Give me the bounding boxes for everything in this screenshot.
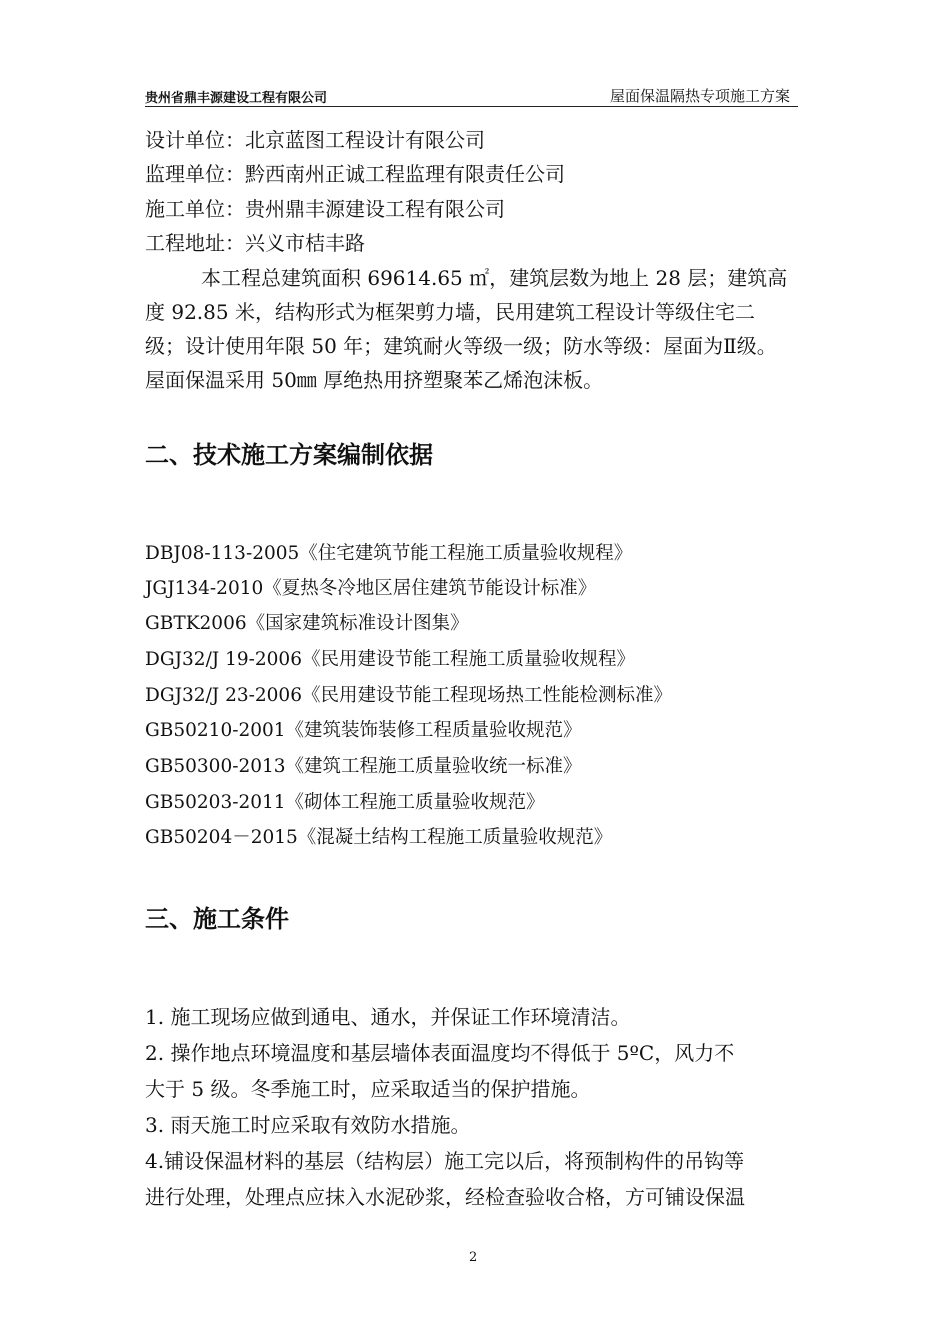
condition-line: 4.铺设保温材料的基层（结构层）施工完以后，将预制构件的吊钩等 [145,1149,745,1173]
page-number: 2 [469,1250,478,1265]
condition-line: 3. 雨天施工时应采取有效防水措施。 [145,1113,471,1137]
standard-item: DGJ32/J 19-2006《民用建设节能工程施工质量验收规程》 [145,649,635,670]
overview-line: 级；设计使用年限 50 年；建筑耐火等级一级；防水等级：屋面为Ⅱ级。 [145,334,777,358]
standard-item: GB50204－2015《混凝土结构工程施工质量验收规范》 [145,827,613,848]
condition-line: 大于 5 级。冬季施工时，应采取适当的保护措施。 [145,1077,591,1101]
condition-line: 进行处理，处理点应抹入水泥砂浆，经检查验收合格，方可铺设保温 [145,1185,745,1209]
info-design-unit: 设计单位：北京蓝图工程设计有限公司 [145,128,485,152]
standard-item: DGJ32/J 23-2006《民用建设节能工程现场热工性能检测标准》 [145,685,672,706]
condition-line: 2. 操作地点环境温度和基层墙体表面温度均不得低于 5ºC，风力不 [145,1041,735,1065]
standard-item: JGJ134-2010《夏热冬冷地区居住建筑节能设计标准》 [145,578,597,599]
info-supervision-unit: 监理单位：黔西南州正诚工程监理有限责任公司 [145,162,565,186]
standard-item: GB50203-2011《砌体工程施工质量验收规范》 [145,792,545,813]
standard-item: GB50210-2001《建筑装饰装修工程质量验收规范》 [145,720,582,741]
header-doc-title: 屋面保温隔热专项施工方案 [609,87,790,105]
overview-line: 度 92.85 米，结构形式为框架剪力墙，民用建筑工程设计等级住宅二 [145,300,755,324]
condition-line: 1. 施工现场应做到通电、通水，并保证工作环境清洁。 [145,1005,631,1029]
standard-item: GBTK2006《国家建筑标准设计图集》 [145,613,469,634]
page-header [145,84,798,107]
standard-item: GB50300-2013《建筑工程施工质量验收统一标准》 [145,756,582,777]
section-2-heading: 二、技术施工方案编制依据 [145,441,433,469]
section-3-heading: 三、施工条件 [145,905,289,933]
header-company: 贵州省鼎丰源建设工程有限公司 [145,91,328,106]
info-address: 工程地址：兴义市桔丰路 [145,231,365,255]
info-construction-unit: 施工单位：贵州鼎丰源建设工程有限公司 [145,197,505,221]
overview-line: 本工程总建筑面积 69614.65 ㎡，建筑层数为地上 28 层；建筑高 [201,266,788,290]
overview-line: 屋面保温采用 50㎜ 厚绝热用挤塑聚苯乙烯泡沫板。 [145,368,604,392]
standard-item: DBJ08-113-2005《住宅建筑节能工程施工质量验收规程》 [145,543,633,564]
